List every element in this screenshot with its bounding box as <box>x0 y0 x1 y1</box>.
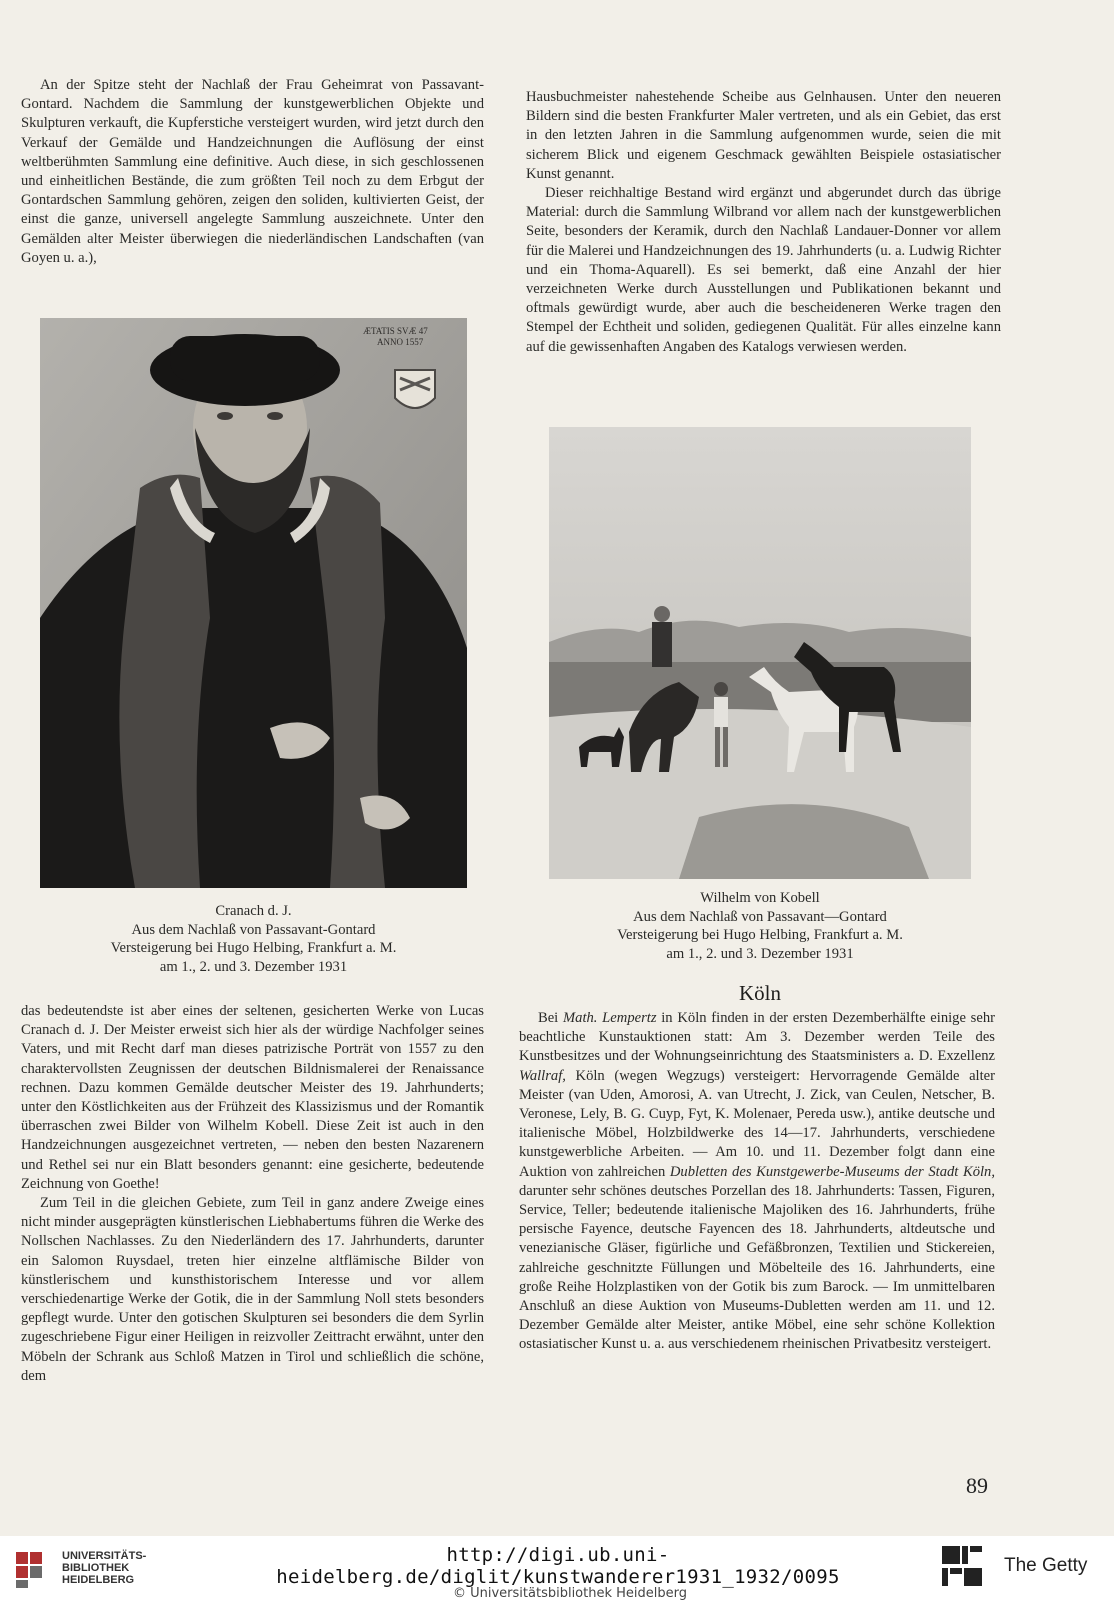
cranach-caption <box>40 902 467 976</box>
portrait-inscription-line-2: ANNO 1557 <box>377 337 424 347</box>
paragraph-passavant: An der Spitze steht der Nachlaß der Frau Geheimrat von Passavant-Gontard. Nachdem die Sammlung der kunstgewerblichen Objekte und Skulpturen verkauft, die Kupferstiche versteigert wurden, wird jetzt durch den Verkauf der Gemälde und Handzeichnungen die Auflösung der einst weltberühmten Sammlung eine definitive. Auch diese, in sich geschlossenen und einheitlichen Bestände, die zum größten Teil noch zu dem Erbgut der Gontardschen Sammlung gehören, zeigen den soliden, kultivierten Geist, der einst die ganze, universell angelegte Sammlung auszeichnete. Unter den Gemälden alter Meister überwiegen die niederländischen Landschaften (van Goyen u. a.), <box>21 77 484 266</box>
portrait-drawing <box>40 318 467 888</box>
paragraph-noll: Zum Teil in die gleichen Gebiete, zum Teil in ganz andere Zweige eines nicht minder ausgeprägten künstlerischen Liebhabertums führen die Werke des Nollschen Nachlasses. Zu den Niederländern des 17. Jahrhunderts, darunter ein Salomon Ruysdael, treten hier einzelne altflämische Bilder von künstlerischem und kunsthistorischem Interesse und vor allem verschiedenartige Werke der Gotik, die in der Sammlung Noll stets besonders gepflegt wurde. Unter den gotischen Skulpturen sei besonders die dem Syrlin zugeschriebene Figur einer Heiligen in reizvoller Zeittracht erwähnt, unter den Möbeln der Schrank aus Schloß Matzen in Tirol und schließlich die schöne, dem <box>21 1195 484 1384</box>
caption-date: am 1., 2. und 3. Dezember 1931 <box>159 958 348 975</box>
university-library-name <box>62 1550 146 1586</box>
koeln-dubletten-title: Dubletten des Kunstgewerbe-Museums der Stadt Köln, <box>669 1163 996 1180</box>
koeln-text-1: Bei <box>537 1010 563 1026</box>
cranach-portrait-image <box>40 318 467 888</box>
library-line-2: BIBLIOTHEK <box>62 1562 130 1574</box>
koeln-text-3: Köln (wegen Wegzugs) versteigert: Hervorragende Gemälde alter Meister (van Uden, Amorosi, A. van Utrecht, J. Zick, van Ceulen, Netscher, B. Veronese, Lely, B. G. Cuyp, Fyt, K. Molenaer, Pereda usw.), antike deutsche und italienische Möbel, Holzbildwerke des 14—17. Jahrhunderts, verschiedene kunstgewerbliche Arbeiten. — Am 10. und 11. Dezember folgt dann eine Auktion von zahlreichen <box>519 1067 995 1180</box>
kobell-caption-artist: Wilhelm von Kobell <box>700 890 820 906</box>
paragraph-lempertz <box>519 1009 995 1355</box>
caption-artist: Cranach d. J. <box>215 903 292 919</box>
caption-auction: Versteigerung bei Hugo Helbing, Frankfurt a. M. <box>110 940 397 957</box>
getty-logo-icon <box>940 1544 984 1588</box>
library-line-1: UNIVERSITÄTS- <box>62 1550 147 1562</box>
library-line-3: HEIDELBERG <box>62 1574 135 1586</box>
right-column-top <box>526 88 1001 357</box>
digital-library-footer <box>0 1536 1114 1615</box>
paragraph-bestand: Dieser reichhaltige Bestand wird ergänzt und abgerundet durch das übrige Material: durch die Sammlung Wilbrand vor allem nach der kunstgewerblichen Seite, besonders der Keramik, durch den Nachlaß Landauer-Donner vor allem für die Malerei und Handzeichnungen des 19. Jahrhunderts (u. a. Ludwig Richter und ein Thoma-Aquarell). Es sei bemerkt, daß eine Anzahl der hier verzeichneten Werke durch Ausstellungen und Publikationen bekannt und oftmals gewürdigt wurde, aber auch die bescheideneren Werke tragen den Stempel der Echtheit und soliden, gediegenen Qualität. Für alles einzelne kann auf die gewissenhaften Angaben des Katalogs verwiesen werden. <box>526 185 1001 355</box>
left-column-bottom <box>21 1002 484 1386</box>
kobell-caption-auction: Versteigerung bei Hugo Helbing, Frankfurt a. M. <box>617 927 903 944</box>
page-number: 89 <box>966 1473 988 1498</box>
section-heading-koeln: Köln <box>739 981 781 1005</box>
copyright-notice: © Universitätsbibliothek Heidelberg <box>452 1586 687 1601</box>
paragraph-hausbuchmeister: Hausbuchmeister nahestehende Scheibe aus Gelnhausen. Unter den neueren Bildern sind die besten Frankfurter Maler vertreten, und als ein Gebiet, das erst in den letzten Jahren in die Sammlung aufgenommen wurde, seien die mit sicherem Blick und eigenem Geschmack gewählten Beispiele ostasiatischer Kunst genannt. <box>526 89 1001 182</box>
koeln-wallraf-name: Wallraf, <box>519 1067 566 1084</box>
koeln-lempertz-name: Math. Lempertz <box>562 1010 657 1026</box>
getty-name: The Getty <box>1004 1555 1088 1576</box>
university-library-logo-icon <box>14 1550 56 1590</box>
kobell-caption <box>540 889 980 963</box>
kobell-painting-image <box>549 427 971 879</box>
caption-provenance: Aus dem Nachlaß von Passavant-Gontard <box>131 921 376 938</box>
koeln-text-2: in Köln finden in der ersten Dezemberhälfte einige sehr beachtliche Kunstauktionen statt: Am 3. Dezember werden Teile des Kunstbesitzes und der Wohnungseinrichtung des Staatsministers a. D. Exzellenz <box>519 1010 995 1065</box>
kobell-caption-provenance: Aus dem Nachlaß von Passavant—Gontard <box>633 908 887 925</box>
koeln-text-4: darunter sehr schönes deutsches Porzellan des 18. Jahrhunderts: Tassen, Figuren, Service, Teller; bedeutende italienische Majoliken des 16. Jahrhunderts, frühe persische Fayence, deutsche Fayencen des 18. Jahrhunderts, altdeutsche und venezianische Gläser, figürliche und Gefäßbronzen, Textilien und Stickereien, zahlreiche geschnitzte Füllungen und Möbelteile des 16. Jahrhunderts, eine große Reihe Holzplastiken von der Gotik bis zum Barock. — Im unmittelbaren Anschluß an diese Auktion von Museums-Dubletten werden am 11. und 12. Dezember Gemälde alter Meister, antike Möbel, eine sehr schöne Kollektion ostasiatischer Kunst u. a. aus verschiedenem rheinischen Privatbesitz versteigert. <box>519 1182 995 1353</box>
permalink-url[interactable]: http://digi.ub.uni-heidelberg.de/diglit/kunstwanderer1931_1932/0095 <box>276 1544 840 1588</box>
right-column-koeln <box>519 1009 995 1355</box>
kobell-caption-date: am 1., 2. und 3. Dezember 1931 <box>666 945 854 962</box>
portrait-inscription-line-1: ÆTATIS SVÆ 47 <box>363 326 428 336</box>
left-column-top <box>21 76 484 268</box>
paragraph-cranach: das bedeutendste ist aber eines der seltenen, gesicherten Werke von Lucas Cranach d. J. Der Meister erweist sich hier als der würdige Nachfolger seines Vaters, und mit Recht darf man dieses patrizische Porträt von 1557 zu den charaktervollsten Zeugnissen der deutschen Bildnismalerei der Renaissance rechnen. Dazu kommen Gemälde deutscher Meister des 19. Jahrhunderts; unter den Köstlichkeiten aus der Frühzeit des Klassizismus und der Romantik überraschen zwei Bilder von Wilhelm Kobell. Diese Zeit ist auch in den Handzeichnungen ausgezeichnet vertreten, — neben den besten Nazarenern und Rethel sei nur ein Blatt besonders genannt: eine gesicherte, bedeutende Zeichnung von Goethe! <box>21 1003 484 1192</box>
kobell-drawing <box>549 427 971 879</box>
